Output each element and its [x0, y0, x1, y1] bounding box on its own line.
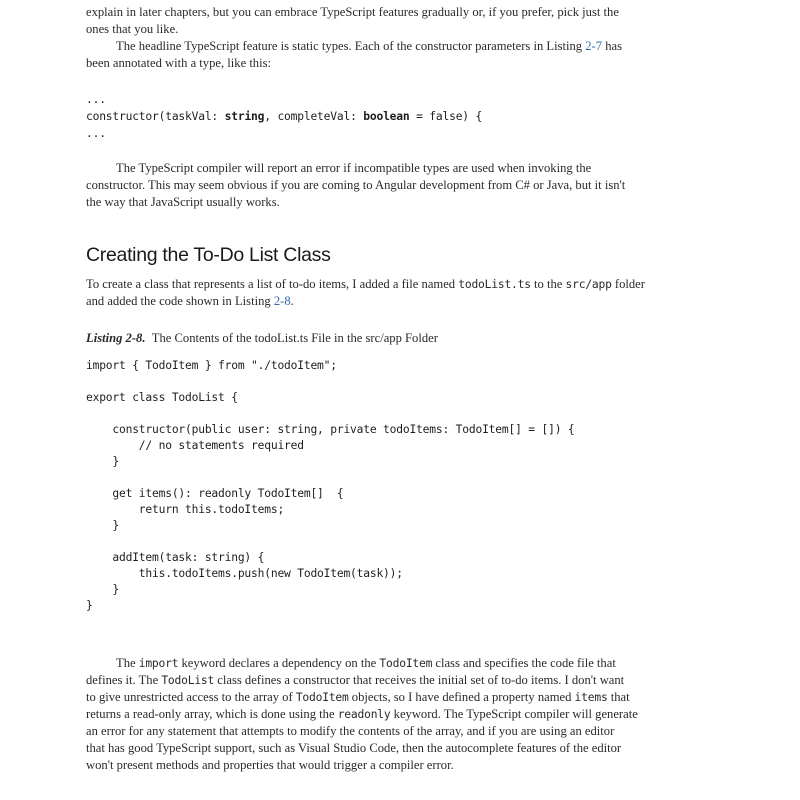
code-ellipsis: ...	[86, 93, 106, 106]
inline-code: items	[574, 691, 608, 704]
paragraph-line: to give unrestricted access to the array of TodoItem objects, so I have defined a property named items that	[86, 690, 630, 704]
listing-link[interactable]: 2-7	[585, 39, 603, 53]
listing-link[interactable]: 2-8	[273, 294, 291, 308]
code-listing: import { TodoItem } from "./todoItem"; export class TodoList { constructor(public user: string, private todoItems: TodoItem[] = []) { // no statements required } get items(): readonly TodoItem[] { return this.todoItems; } addItem(task: string) { this.todoItems.push(new TodoItem(task)); } }	[86, 359, 575, 612]
code-snippet-line: constructor(taskVal: string, completeVal: boolean = false) {	[86, 110, 483, 123]
paragraph-line: won't present methods and properties that would trigger a compiler error.	[86, 758, 454, 772]
paragraph-line: To create a class that represents a list of to-do items, I added a file named todoList.ts to the src/app folder	[86, 277, 645, 291]
paragraph-line: an error for any statement that attempts to modify the contents of the array, and if you are using an editor	[86, 724, 615, 738]
paragraph-line: returns a read-only array, which is done using the readonly keyword. The TypeScript compiler will generate	[86, 707, 638, 721]
intro-line: ones that you like.	[86, 22, 179, 36]
inline-code: todoList.ts	[458, 278, 531, 291]
inline-code: src/app	[565, 278, 612, 291]
intro-line: explain in later chapters, but you can embrace TypeScript features gradually or, if you prefer, pick just the	[86, 5, 619, 19]
inline-code: TodoItem	[295, 691, 349, 704]
inline-code: TodoList	[161, 674, 215, 687]
inline-code: TodoItem	[379, 657, 433, 670]
section-heading: Creating the To-Do List Class	[86, 244, 331, 266]
paragraph-line: been annotated with a type, like this:	[86, 56, 272, 70]
paragraph-line: The TypeScript compiler will report an error if incompatible types are used when invoking the	[116, 161, 592, 175]
inline-code: import	[138, 657, 179, 670]
paragraph-line: constructor. This may seem obvious if you are coming to Angular development from C# or Java, but it isn't	[86, 178, 626, 192]
code-ellipsis: ...	[86, 127, 106, 140]
inline-code: readonly	[337, 708, 391, 721]
paragraph-line: The import keyword declares a dependency on the TodoItem class and specifies the code file that	[116, 656, 616, 670]
paragraph-line: the way that JavaScript usually works.	[86, 195, 280, 209]
paragraph-line: The headline TypeScript feature is static types. Each of the constructor parameters in Listing 2-7 has	[116, 39, 622, 53]
paragraph-line: and added the code shown in Listing 2-8.	[86, 294, 294, 308]
listing-caption: Listing 2-8. The Contents of the todoList.ts File in the src/app Folder	[86, 331, 438, 345]
paragraph-line: that has good TypeScript support, such as Visual Studio Code, then the autocomplete features of the editor	[86, 741, 622, 755]
paragraph-line: defines it. The TodoList class defines a constructor that receives the initial set of to-do items. I don't want	[86, 673, 625, 687]
